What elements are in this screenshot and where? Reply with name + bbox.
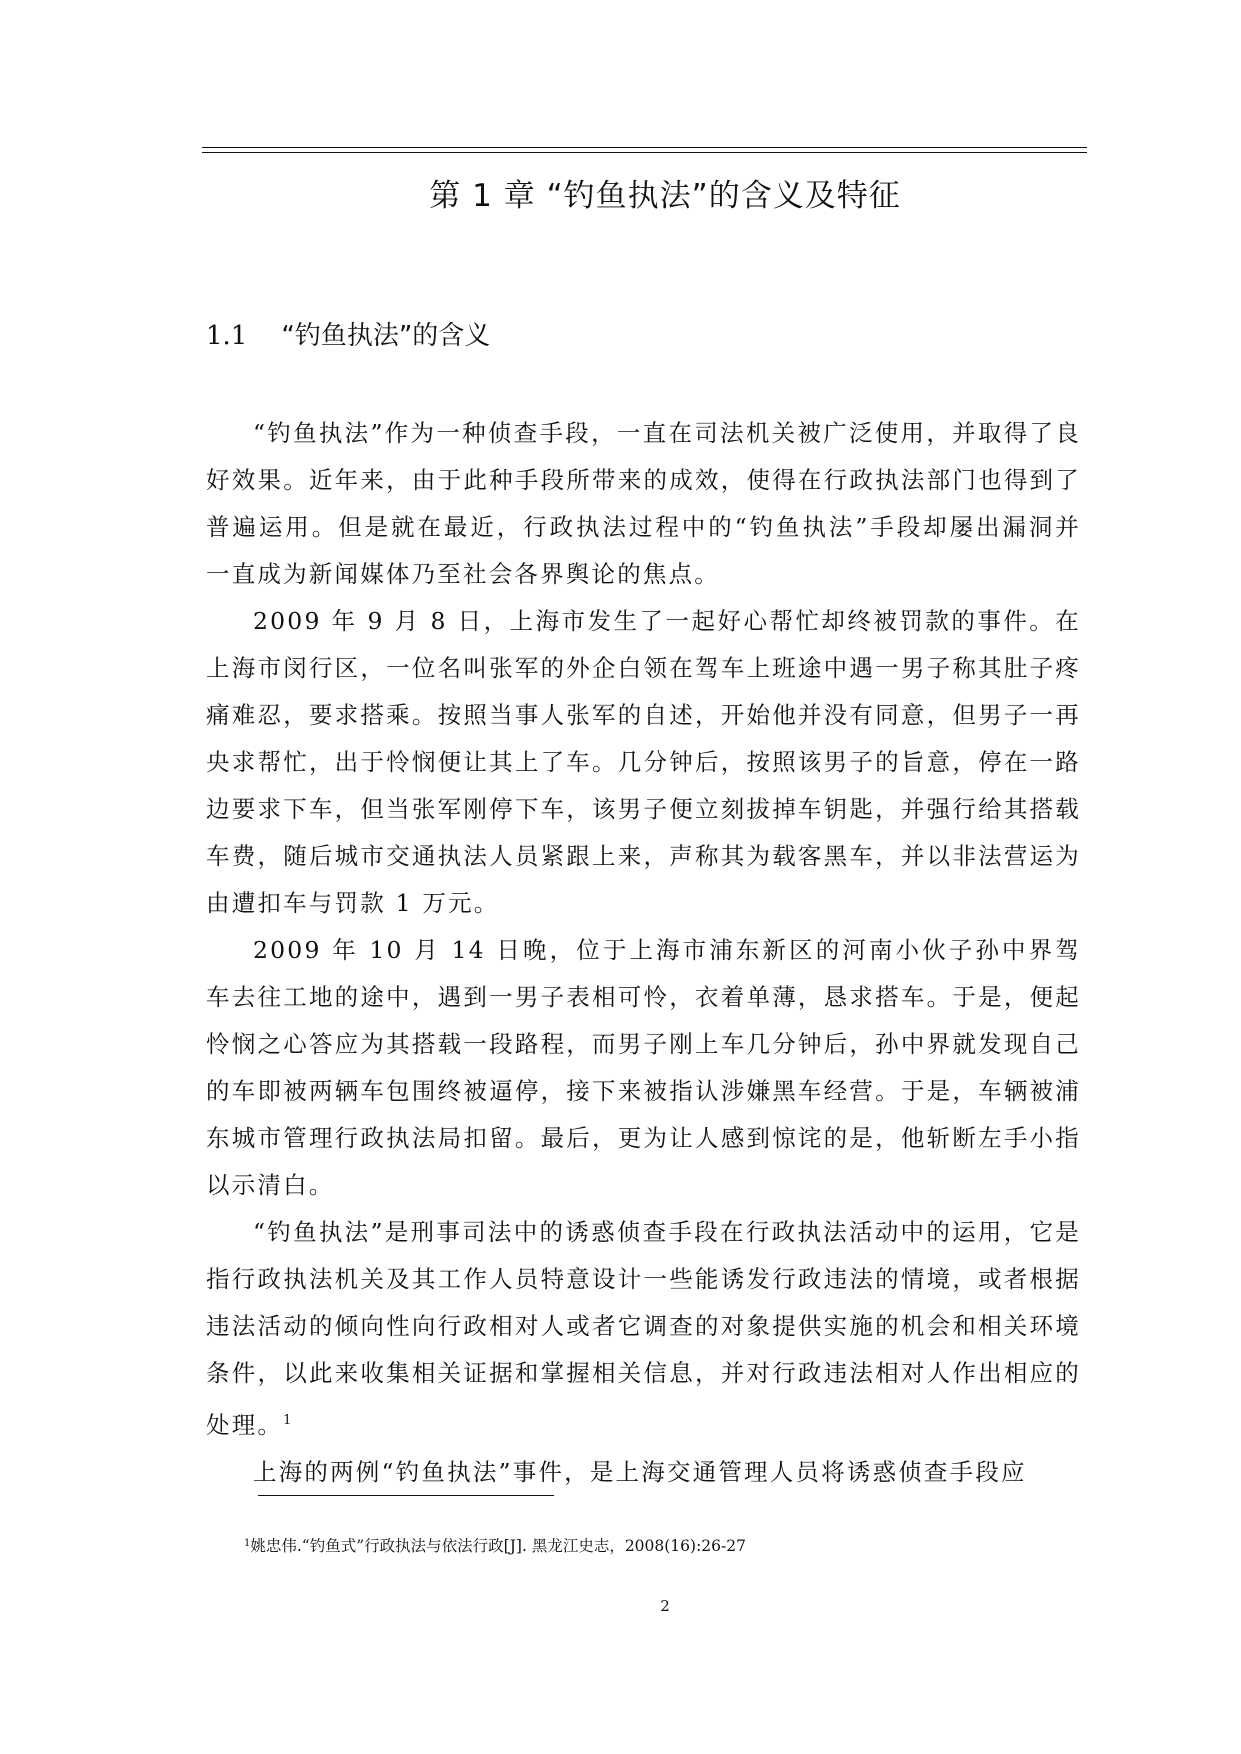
section-heading <box>206 315 490 352</box>
section-title: “钓鱼执法”的含义 <box>281 321 491 351</box>
header-rule-thin <box>202 152 1087 153</box>
chapter-title: 第 1 章 “钓鱼执法”的含义及特征 <box>429 178 901 214</box>
paragraph-text: 上海的两例“钓鱼执法”事件，是上海交通管理人员将诱惑侦查手段应 <box>253 1458 1027 1486</box>
paragraph <box>206 927 1081 1209</box>
paragraph <box>206 1449 1081 1496</box>
body-text <box>206 410 1081 1496</box>
section-number: 1.1 <box>206 321 248 351</box>
footnote <box>244 1534 746 1556</box>
footnote-marker: 1 <box>244 1538 251 1549</box>
paragraph <box>206 598 1081 927</box>
page-number: 2 <box>660 1597 670 1615</box>
paragraph <box>206 410 1081 598</box>
paragraph <box>206 1209 1081 1449</box>
header-rule-thick <box>202 147 1087 148</box>
paragraph-text: “钓鱼执法”作为一种侦查手段，一直在司法机关被广泛使用，并取得了良好效果。近年来，由于此种手段所带来的成效，使得在行政执法部门也得到了普遍运用。但是就在最近，行政执法过程中的“钓鱼执法”手段却屡出漏洞并一直成为新闻媒体乃至社会各界舆论的焦点。 <box>206 419 1081 588</box>
paragraph-text: 2009 年 10 月 14 日晚，位于上海市浦东新区的河南小伙子孙中界驾车去往工地的途中，遇到一男子表相可怜，衣着单薄，恳求搭车。于是，便起怜悯之心答应为其搭载一段路程，而男子刚上车几分钟后，孙中界就发现自己的车即被两辆车包围终被逼停，接下来被指认涉嫌黑车经营。于是，车辆被浦东城市管理行政执法局扣留。最后，更为让人感到惊诧的是，他斩断左手小指以示清白。 <box>206 936 1081 1199</box>
footnote-separator <box>258 1495 554 1496</box>
paragraph-text: “钓鱼执法”是刑事司法中的诱惑侦查手段在行政执法活动中的运用，它是指行政执法机关及其工作人员特意设计一些能诱发行政违法的情境，或者根据违法活动的倾向性向行政相对人或者它调查的对象提供实施的机会和相关环境条件，以此来收集相关证据和掌握相关信息，并对行政违法相对人作出相应的处理。 <box>206 1218 1081 1439</box>
footnote-reference[interactable]: 1 <box>283 1413 292 1428</box>
paragraph-text: 2009 年 9 月 8 日，上海市发生了一起好心帮忙却终被罚款的事件。在上海市闵行区，一位名叫张军的外企白领在驾车上班途中遇一男子称其肚子疼痛难忍，要求搭乘。按照当事人张军的自述，开始他并没有同意，但男子一再央求帮忙，出于怜悯便让其上了车。几分钟后，按照该男子的旨意，停在一路边要求下车，但当张军刚停下车，该男子便立刻拔掉车钥匙，并强行给其搭载车费，随后城市交通执法人员紧跟上来，声称其为载客黑车，并以非法营运为由遭扣车与罚款 1 万元。 <box>206 607 1081 917</box>
footnote-text: 姚忠伟.“钓鱼式”行政执法与依法行政[J]. 黑龙江史志，2008(16):26-27 <box>250 1537 746 1555</box>
